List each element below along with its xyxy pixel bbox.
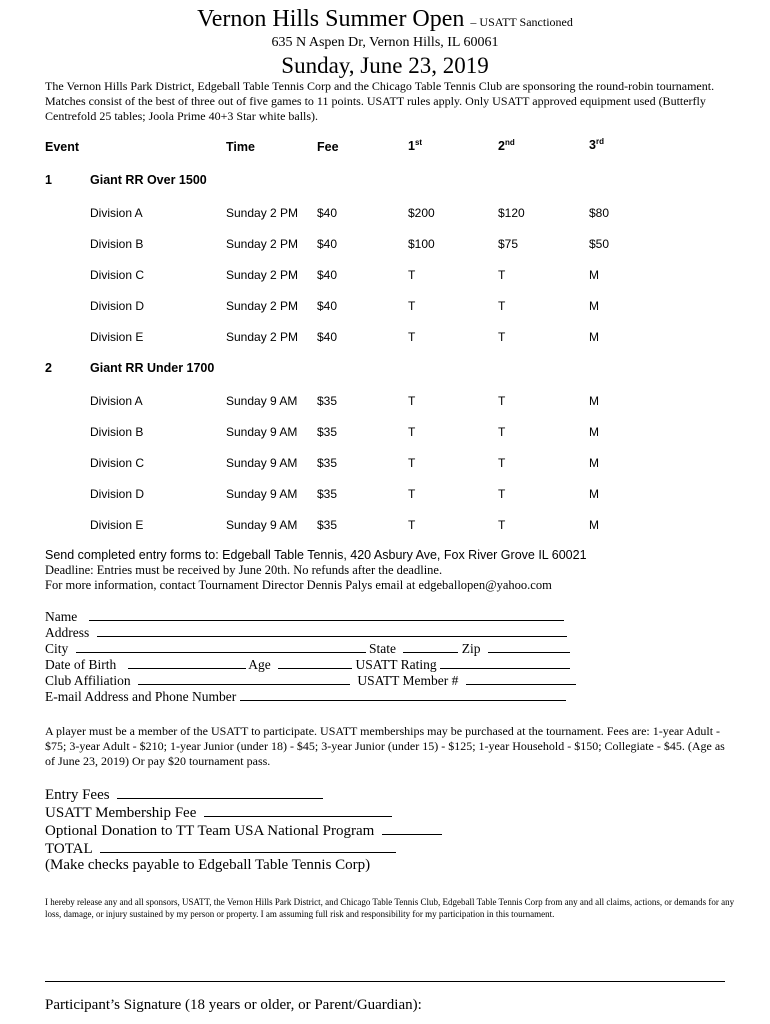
zip-input-line[interactable] <box>488 640 570 653</box>
tournament-title <box>0 6 770 33</box>
division-name: Division C <box>90 268 145 282</box>
rating-input-line[interactable] <box>440 656 570 669</box>
entry-fees-input-line[interactable] <box>117 786 323 799</box>
city-state-zip-row[interactable] <box>45 640 570 657</box>
membership-fee-label: USATT Membership Fee <box>45 805 197 821</box>
division-third-prize: $50 <box>589 237 610 251</box>
col-header-second-sup: nd <box>504 138 515 147</box>
dob-label: Date of Birth <box>45 657 117 672</box>
donation-field[interactable] <box>45 822 442 840</box>
division-time: Sunday 9 AM <box>226 425 298 439</box>
division-first-prize: T <box>408 394 416 408</box>
membership-fee-input-line[interactable] <box>204 804 392 817</box>
division-third-prize: M <box>589 425 599 439</box>
col-header-third-num: 3 <box>589 138 596 153</box>
club-member-row[interactable] <box>45 672 576 689</box>
event-name: Giant RR Under 1700 <box>90 361 215 375</box>
col-header-fee: Fee <box>317 140 339 154</box>
venue-address: 635 N Aspen Dr, Vernon Hills, IL 60061 <box>271 35 499 50</box>
col-header-first-sup: st <box>414 138 423 147</box>
division-fee: $35 <box>317 456 338 470</box>
total-label: TOTAL <box>45 841 93 857</box>
col-header-event: Event <box>45 140 80 154</box>
name-field[interactable] <box>45 608 564 625</box>
state-label: State <box>369 641 397 656</box>
division-third-prize: M <box>589 487 599 501</box>
division-time: Sunday 9 AM <box>226 456 298 470</box>
division-fee: $35 <box>317 518 338 532</box>
division-first-prize: T <box>408 330 416 344</box>
membership-fee-field[interactable] <box>45 804 392 822</box>
division-first-prize: $100 <box>408 237 435 251</box>
division-fee: $35 <box>317 425 338 439</box>
title-text: Vernon Hills Summer Open <box>197 6 465 32</box>
division-name: Division A <box>90 206 143 220</box>
division-first-prize: T <box>408 518 416 532</box>
name-input-line[interactable] <box>89 608 564 621</box>
division-fee: $40 <box>317 268 338 282</box>
division-time: Sunday 9 AM <box>226 487 298 501</box>
email-phone-label: E-mail Address and Phone Number <box>45 689 237 704</box>
division-first-prize: T <box>408 425 416 439</box>
club-label: Club Affiliation <box>45 673 131 688</box>
event-number: 2 <box>45 361 52 375</box>
event-number: 1 <box>45 173 52 187</box>
division-second-prize: T <box>498 487 506 501</box>
address-field[interactable] <box>45 624 567 641</box>
total-input-line[interactable] <box>100 840 396 853</box>
division-first-prize: $200 <box>408 206 435 220</box>
club-input-line[interactable] <box>138 672 350 685</box>
division-second-prize: $120 <box>498 206 525 220</box>
col-header-third <box>589 137 604 152</box>
division-name: Division E <box>90 518 144 532</box>
checks-note: (Make checks payable to Edgeball Table Tennis Corp) <box>45 857 371 873</box>
signature-line[interactable] <box>45 981 725 982</box>
division-third-prize: M <box>589 268 599 282</box>
event-date: Sunday, June 23, 2019 <box>281 53 489 78</box>
division-second-prize: T <box>498 518 506 532</box>
dob-age-rating-row[interactable] <box>45 656 570 673</box>
division-second-prize: T <box>498 268 506 282</box>
intro-paragraph: The Vernon Hills Park District, Edgeball Table Tennis Corp and the Chicago Table Tennis Club are sponsoring the round-robin tournament. Matches consist of the best of three out of five games to 11 points. USATT rules apply. Only USATT approved equipment used (Butterfly Centrefold 25 tables; Joola Prime 40+3 Star white balls). <box>45 79 715 123</box>
donation-input-line[interactable] <box>382 822 442 835</box>
division-time: Sunday 2 PM <box>226 268 299 282</box>
division-second-prize: T <box>498 299 506 313</box>
division-third-prize: M <box>589 299 599 313</box>
division-fee: $40 <box>317 206 338 220</box>
division-fee: $35 <box>317 394 338 408</box>
rating-label: USATT Rating <box>355 657 437 672</box>
release-paragraph: I hereby release any and all sponsors, USATT, the Vernon Hills Park District, and Chicago Table Tennis Club, Edgeball Table Tennis Corp from any and all claims, actions, or demands for any loss, damage, or injury sustained by my person or property. I am assuming full risk and responsibility for my participation in this tournament. <box>45 897 735 919</box>
division-name: Division D <box>90 487 145 501</box>
division-second-prize: $75 <box>498 237 519 251</box>
division-third-prize: $80 <box>589 206 610 220</box>
division-time: Sunday 9 AM <box>226 518 298 532</box>
division-name: Division B <box>90 237 144 251</box>
send-to-line: Send completed entry forms to: Edgeball Table Tennis, 420 Asbury Ave, Fox River Grove IL 60021 <box>45 548 587 562</box>
division-first-prize: T <box>408 487 416 501</box>
division-name: Division A <box>90 394 143 408</box>
division-name: Division E <box>90 330 144 344</box>
city-label: City <box>45 641 69 656</box>
address-label: Address <box>45 625 90 640</box>
name-label: Name <box>45 609 78 624</box>
contact-line: For more information, contact Tournament Director Dennis Palys email at edgeballopen@yahoo.com <box>45 578 552 592</box>
entry-fees-field[interactable] <box>45 786 323 804</box>
col-header-second <box>498 138 515 153</box>
division-third-prize: M <box>589 330 599 344</box>
age-label: Age <box>248 657 271 672</box>
division-third-prize: M <box>589 456 599 470</box>
division-time: Sunday 2 PM <box>226 237 299 251</box>
col-header-first <box>408 138 422 153</box>
col-header-third-sup: rd <box>595 137 604 146</box>
donation-label: Optional Donation to TT Team USA National Program <box>45 823 375 839</box>
division-name: Division D <box>90 299 145 313</box>
division-time: Sunday 2 PM <box>226 206 299 220</box>
division-time: Sunday 9 AM <box>226 394 298 408</box>
division-second-prize: T <box>498 394 506 408</box>
total-field[interactable] <box>45 840 396 858</box>
division-third-prize: M <box>589 518 599 532</box>
membership-paragraph: A player must be a member of the USATT to participate. USATT memberships may be purchased at the tournament. Fees are: 1-year Adult - $75; 3-year Adult - $210; 1-year Junior (under 18) - $45; 3-year Junior (under 15) - $125; 1-year Household - $150; Collegiate - $45. (Age as of June 23, 2019) Or pay $20 tournament pass. <box>45 724 725 768</box>
division-fee: $35 <box>317 487 338 501</box>
col-header-second-num: 2 <box>498 139 505 154</box>
division-first-prize: T <box>408 299 416 313</box>
signature-label: Participant’s Signature (18 years or older, or Parent/Guardian): <box>45 997 422 1013</box>
member-input-line[interactable] <box>466 672 576 685</box>
email-phone-input-line[interactable] <box>240 688 566 701</box>
col-header-time: Time <box>226 140 255 154</box>
division-fee: $40 <box>317 299 338 313</box>
state-input-line[interactable] <box>403 640 458 653</box>
division-first-prize: T <box>408 268 416 282</box>
event-name: Giant RR Over 1500 <box>90 173 207 187</box>
division-time: Sunday 2 PM <box>226 330 299 344</box>
title-subtitle: – USATT Sanctioned <box>470 15 573 29</box>
dob-input-line[interactable] <box>128 656 246 669</box>
division-second-prize: T <box>498 425 506 439</box>
member-label: USATT Member # <box>357 673 459 688</box>
entry-fees-label: Entry Fees <box>45 787 110 803</box>
division-name: Division C <box>90 456 145 470</box>
division-time: Sunday 2 PM <box>226 299 299 313</box>
zip-label: Zip <box>461 641 481 656</box>
deadline-line: Deadline: Entries must be received by June 20th. No refunds after the deadline. <box>45 563 443 577</box>
division-second-prize: T <box>498 456 506 470</box>
division-first-prize: T <box>408 456 416 470</box>
division-fee: $40 <box>317 237 338 251</box>
col-header-first-num: 1 <box>408 139 415 154</box>
address-input-line[interactable] <box>97 624 567 637</box>
email-phone-field[interactable] <box>45 688 566 705</box>
division-name: Division B <box>90 425 144 439</box>
age-input-line[interactable] <box>278 656 352 669</box>
division-second-prize: T <box>498 330 506 344</box>
city-input-line[interactable] <box>76 640 366 653</box>
division-third-prize: M <box>589 394 599 408</box>
division-fee: $40 <box>317 330 338 344</box>
